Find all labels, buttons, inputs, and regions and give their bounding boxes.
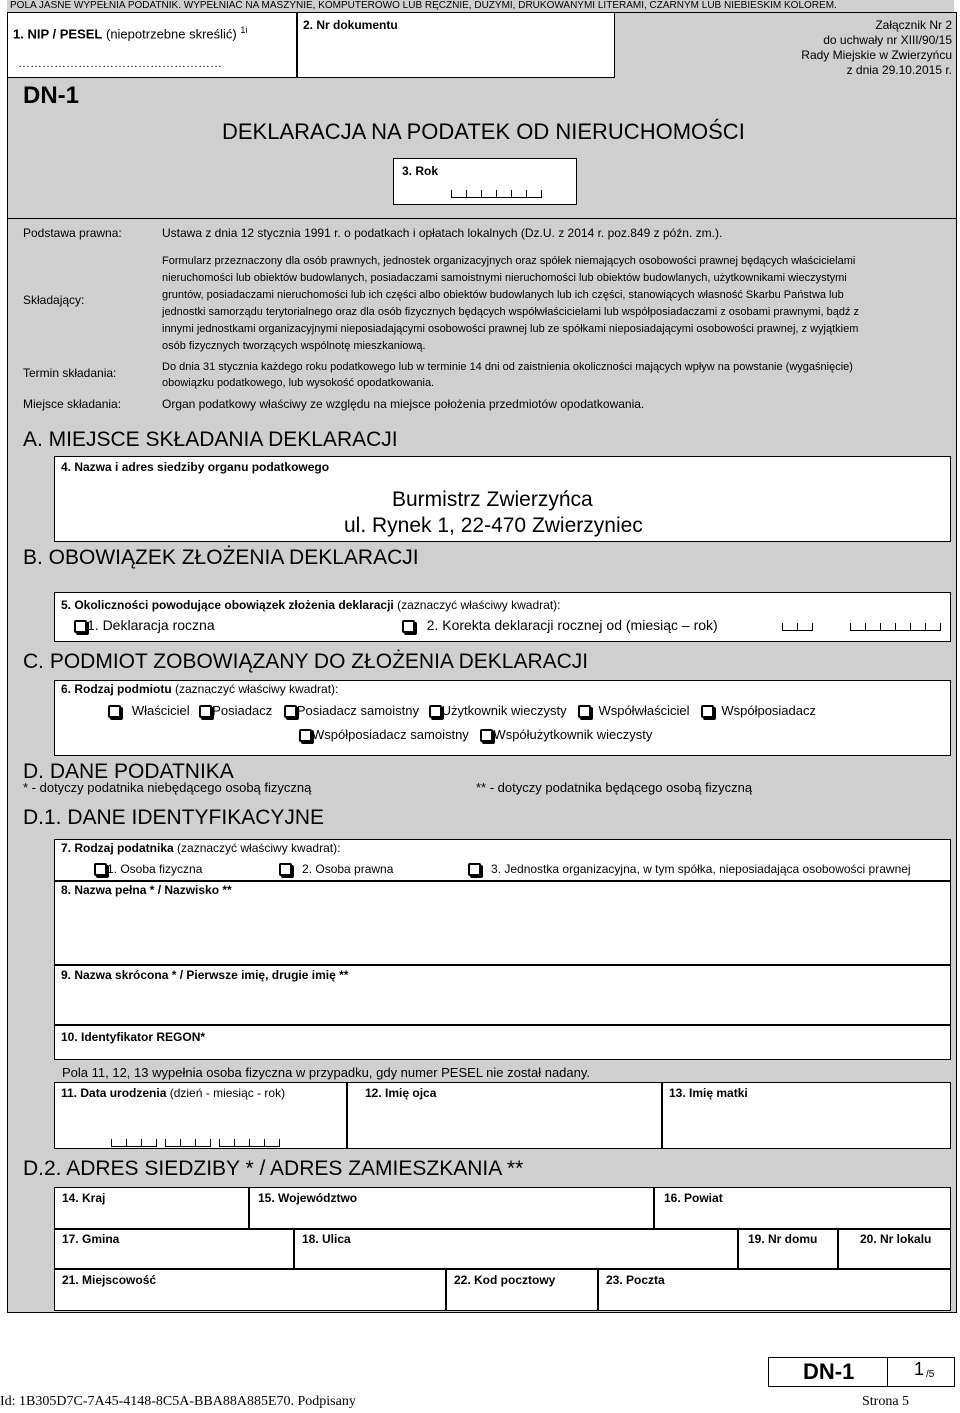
tax-office-label: 4. Nazwa i adres siedziby organu podatkowego xyxy=(61,460,330,474)
entity-options-row-2 xyxy=(299,727,652,742)
option-holder[interactable]: Posiadacz xyxy=(212,703,273,718)
short-name-label: 9. Nazwa skrócona * / Pierwsze imię, drugie imię ** xyxy=(61,968,349,982)
mother-name-label: 13. Imię matki xyxy=(669,1086,748,1100)
taxpayer-type-note: (zaznaczyć właściwy kwadrat): xyxy=(177,841,341,855)
birth-date-label-group xyxy=(61,1086,285,1100)
legal-basis-text: Ustawa z dnia 12 stycznia 1991 r. o podatkach i opłatach lokalnych (Dz.U. z 2014 r. poz.849 z późn. zm.). xyxy=(162,226,723,240)
option-co-independent-holder-b[interactable]: posiadacz samoistny xyxy=(348,727,469,742)
form-code: DN-1 xyxy=(23,82,80,109)
checkbox-icon[interactable] xyxy=(299,729,312,742)
taxpayer-option-natural[interactable] xyxy=(94,862,202,876)
year-comb xyxy=(451,190,542,198)
locality-label: 21. Miejscowość xyxy=(62,1273,157,1287)
apartment-number-label: 20. Nr lokalu xyxy=(860,1232,932,1246)
filer-line: osób fizycznych tworzących wspólnotę mieszkaniową. xyxy=(162,340,426,352)
street-label: 18. Ulica xyxy=(302,1232,351,1246)
checkbox-icon[interactable] xyxy=(199,705,212,718)
checkbox-icon[interactable] xyxy=(94,863,107,876)
full-name-label: 8. Nazwa pełna * / Nazwisko ** xyxy=(61,883,232,897)
option-co-owner[interactable]: Współwłaściciel xyxy=(598,703,690,718)
checkbox-icon[interactable] xyxy=(578,705,591,718)
post-office-label: 23. Poczta xyxy=(606,1273,665,1287)
attachment-line-4: z dnia 29.10.2015 r. xyxy=(846,63,952,77)
nip-pesel-dots: …………………………………………… xyxy=(18,56,222,70)
filer-line: innymi jednostkami organizacyjnymi nieposiadającymi osobowości prawnej lub ze spółkami nieposiadającymi osobowości prawnej, z wyjątkiem xyxy=(162,323,859,335)
voivodeship-label: 15. Województwo xyxy=(258,1191,358,1205)
divider xyxy=(7,218,957,219)
checkbox-icon[interactable] xyxy=(74,620,87,633)
top-notice: POLA JASNE WYPEŁNIA PODATNIK. WYPEŁNIAĆ NA MASZYNIE, KOMPUTEROWO LUB RĘCZNIE, DUŻYMI, DRUKOWANYMI LITERAMI, CZARNYM LUB NIEBIESKIM KOLOREM. xyxy=(7,0,954,12)
footer-page-num: 1 xyxy=(914,1359,925,1379)
entity-type-label: 6. Rodzaj podmiotu xyxy=(61,682,172,696)
filer-text xyxy=(162,253,952,355)
year-label: 3. Rok xyxy=(402,164,439,178)
country-label: 14. Kraj xyxy=(62,1191,106,1205)
checkbox-icon[interactable] xyxy=(402,620,415,633)
place-label: Miejsce składania: xyxy=(23,397,122,411)
regon-label: 10. Identyfikator REGON* xyxy=(61,1030,206,1044)
tax-office-name: Burmistrz Zwierzyńca xyxy=(392,488,593,511)
obligation-label: 5. Okoliczności powodujące obowiązek złożenia deklaracji xyxy=(61,598,394,612)
annual-declaration-label: 1. Deklaracja roczna xyxy=(87,617,215,633)
section-d-title: D. DANE PODATNIKA xyxy=(23,760,234,783)
month-comb[interactable] xyxy=(782,623,813,631)
birth-date-note: (dzień - miesiąc - rok) xyxy=(169,1086,286,1100)
document-id: Id: 1B305D7C-7A45-4148-8C5A-BBA88A885E70. Podpisany xyxy=(0,1394,356,1409)
checkbox-icon[interactable] xyxy=(480,729,493,742)
taxpayer-type-label-group xyxy=(61,841,340,855)
option-independent-holder[interactable]: Posiadacz samoistny xyxy=(296,703,419,718)
entity-type-note: (zaznaczyć właściwy kwadrat): xyxy=(175,682,339,696)
deadline-label: Termin składania: xyxy=(23,366,117,380)
birth-date-comb xyxy=(111,1139,280,1147)
section-b-title: B. OBOWIĄZEK ZŁOŻENIA DEKLARACJI xyxy=(23,546,419,569)
option-co-perpetual-user[interactable]: Współużytkownik wieczysty xyxy=(493,727,653,742)
legal-basis-label: Podstawa prawna: xyxy=(23,226,122,240)
year-comb[interactable] xyxy=(850,623,941,631)
checkbox-icon[interactable] xyxy=(108,705,121,718)
checkbox-icon[interactable] xyxy=(468,863,481,876)
attachment-note xyxy=(620,18,952,78)
deadline-text xyxy=(162,359,952,391)
note-non-natural-person: * - dotyczy podatnika niebędącego osobą fizyczną xyxy=(23,780,312,795)
note-natural-person: ** - dotyczy podatnika będącego osobą fizyczną xyxy=(476,780,753,795)
birth-date-label: 11. Data urodzenia xyxy=(61,1086,167,1100)
checkbox-icon[interactable] xyxy=(284,705,297,718)
postal-code-label: 22. Kod pocztowy xyxy=(454,1273,556,1287)
district-label: 16. Powiat xyxy=(664,1191,723,1205)
street-field[interactable] xyxy=(294,1229,738,1269)
checkbox-icon[interactable] xyxy=(279,863,292,876)
commune-label: 17. Gmina xyxy=(62,1232,120,1246)
deadline-line: obowiązku podatkowego, lub wysokość opodatkowania. xyxy=(162,377,435,389)
entity-type-label-group xyxy=(61,682,338,696)
taxpayer-option-legal[interactable] xyxy=(279,862,393,876)
correction-label: 2. Korekta deklaracji rocznej od (miesiąc – rok) xyxy=(426,617,718,633)
taxpayer-option-natural-label: 1. Osoba fizyczna xyxy=(107,862,203,876)
taxpayer-type-label: 7. Rodzaj podatnika xyxy=(61,841,174,855)
taxpayer-option-unit-label: 3. Jednostka organizacyjna, w tym spółka, nieposiadająca osobowości prawnej xyxy=(491,862,911,876)
filer-label: Składający: xyxy=(23,293,85,307)
father-name-label: 12. Imię ojca xyxy=(365,1086,437,1100)
footer-page-total: /5 xyxy=(926,1369,935,1380)
obligation-note: (zaznaczyć właściwy kwadrat): xyxy=(397,598,561,612)
nip-pesel-note: (niepotrzebne skreślić) xyxy=(105,26,237,42)
section-c-title: C. PODMIOT ZOBOWIĄZANY DO ZŁOŻENIA DEKLARACJI xyxy=(23,650,589,673)
nip-pesel-label: 1. NIP / PESEL xyxy=(13,26,103,42)
checkbox-icon[interactable] xyxy=(429,705,442,718)
nip-pesel-sup: 1i xyxy=(240,25,248,35)
filer-line: nieruchomości lub obiektów budowlanych, posiadaczami samoistnymi nieruchomości lub obiektów budowlanych, użytkownikami wieczystymi xyxy=(162,272,847,284)
document-number-label: 2. Nr dokumentu xyxy=(303,18,398,32)
section-a-title: A. MIEJSCE SKŁADANIA DEKLARACJI xyxy=(23,428,398,451)
house-number-label: 19. Nr domu xyxy=(748,1232,818,1246)
filer-line: Formularz przeznaczony dla osób prawnych, jednostek organizacyjnych oraz spółek niemających osobowości prawnej będących właścicielami xyxy=(162,255,856,267)
section-d2-title: D.2. ADRES SIEDZIBY * / ADRES ZAMIESZKANIA ** xyxy=(23,1157,524,1180)
attachment-line-3: Rady Miejskie w Zwierzyńcu xyxy=(801,48,952,62)
page-footer: Strona 5 xyxy=(862,1394,910,1409)
footer-divider xyxy=(887,1357,888,1387)
option-owner[interactable]: Właściciel xyxy=(131,703,190,718)
place-text: Organ podatkowy właściwy ze względu na miejsce położenia przedmiotów opodatkowania. xyxy=(162,397,645,411)
attachment-line-2: do uchwały nr XIII/90/15 xyxy=(823,33,952,47)
correction-option[interactable] xyxy=(402,617,718,633)
filer-line: jednostki samorządu terytorialnego oraz dla osób fizycznych będących współwłaścicielami lub współposiadaczami z osobami prawnymi, bądź z xyxy=(162,306,859,318)
option-co-holder[interactable]: Współposiadacz xyxy=(721,703,816,718)
form-title: DEKLARACJA NA PODATEK OD NIERUCHOMOŚCI xyxy=(222,119,745,144)
footer-form-code: DN-1 xyxy=(803,1359,855,1384)
taxpayer-option-unit[interactable] xyxy=(468,862,911,876)
annual-declaration-option[interactable] xyxy=(74,617,215,633)
checkbox-icon[interactable] xyxy=(701,705,714,718)
filer-line: gruntów, posiadaczami nieruchomości lub ich części albo obiektów budowlanych lub ich części, stanowiących własność Skarbu Państwa lub xyxy=(162,289,844,301)
obligation-label-group xyxy=(61,598,560,612)
attachment-line-1: Załącznik Nr 2 xyxy=(875,18,952,32)
deadline-line: Do dnia 31 stycznia każdego roku podatkowego lub w terminie 14 dni od zaistnienia okoliczności mających wpływ na powstanie (wygaśnięcie) xyxy=(162,361,853,373)
entity-options-row-1 xyxy=(108,703,816,718)
option-perpetual-user[interactable]: Użytkownik wieczysty xyxy=(441,703,567,718)
tax-office-address: ul. Rynek 1, 22-470 Zwierzyniec xyxy=(344,514,643,537)
pesel-note: Pola 11, 12, 13 wypełnia osoba fizyczna w przypadku, gdy numer PESEL nie został nadany. xyxy=(62,1065,591,1080)
option-co-independent-holder-a[interactable]: Współ xyxy=(312,727,349,742)
nip-pesel-label-group xyxy=(13,25,247,41)
section-d1-title: D.1. DANE IDENTYFIKACYJNE xyxy=(23,806,325,829)
taxpayer-option-legal-label: 2. Osoba prawna xyxy=(302,862,394,876)
